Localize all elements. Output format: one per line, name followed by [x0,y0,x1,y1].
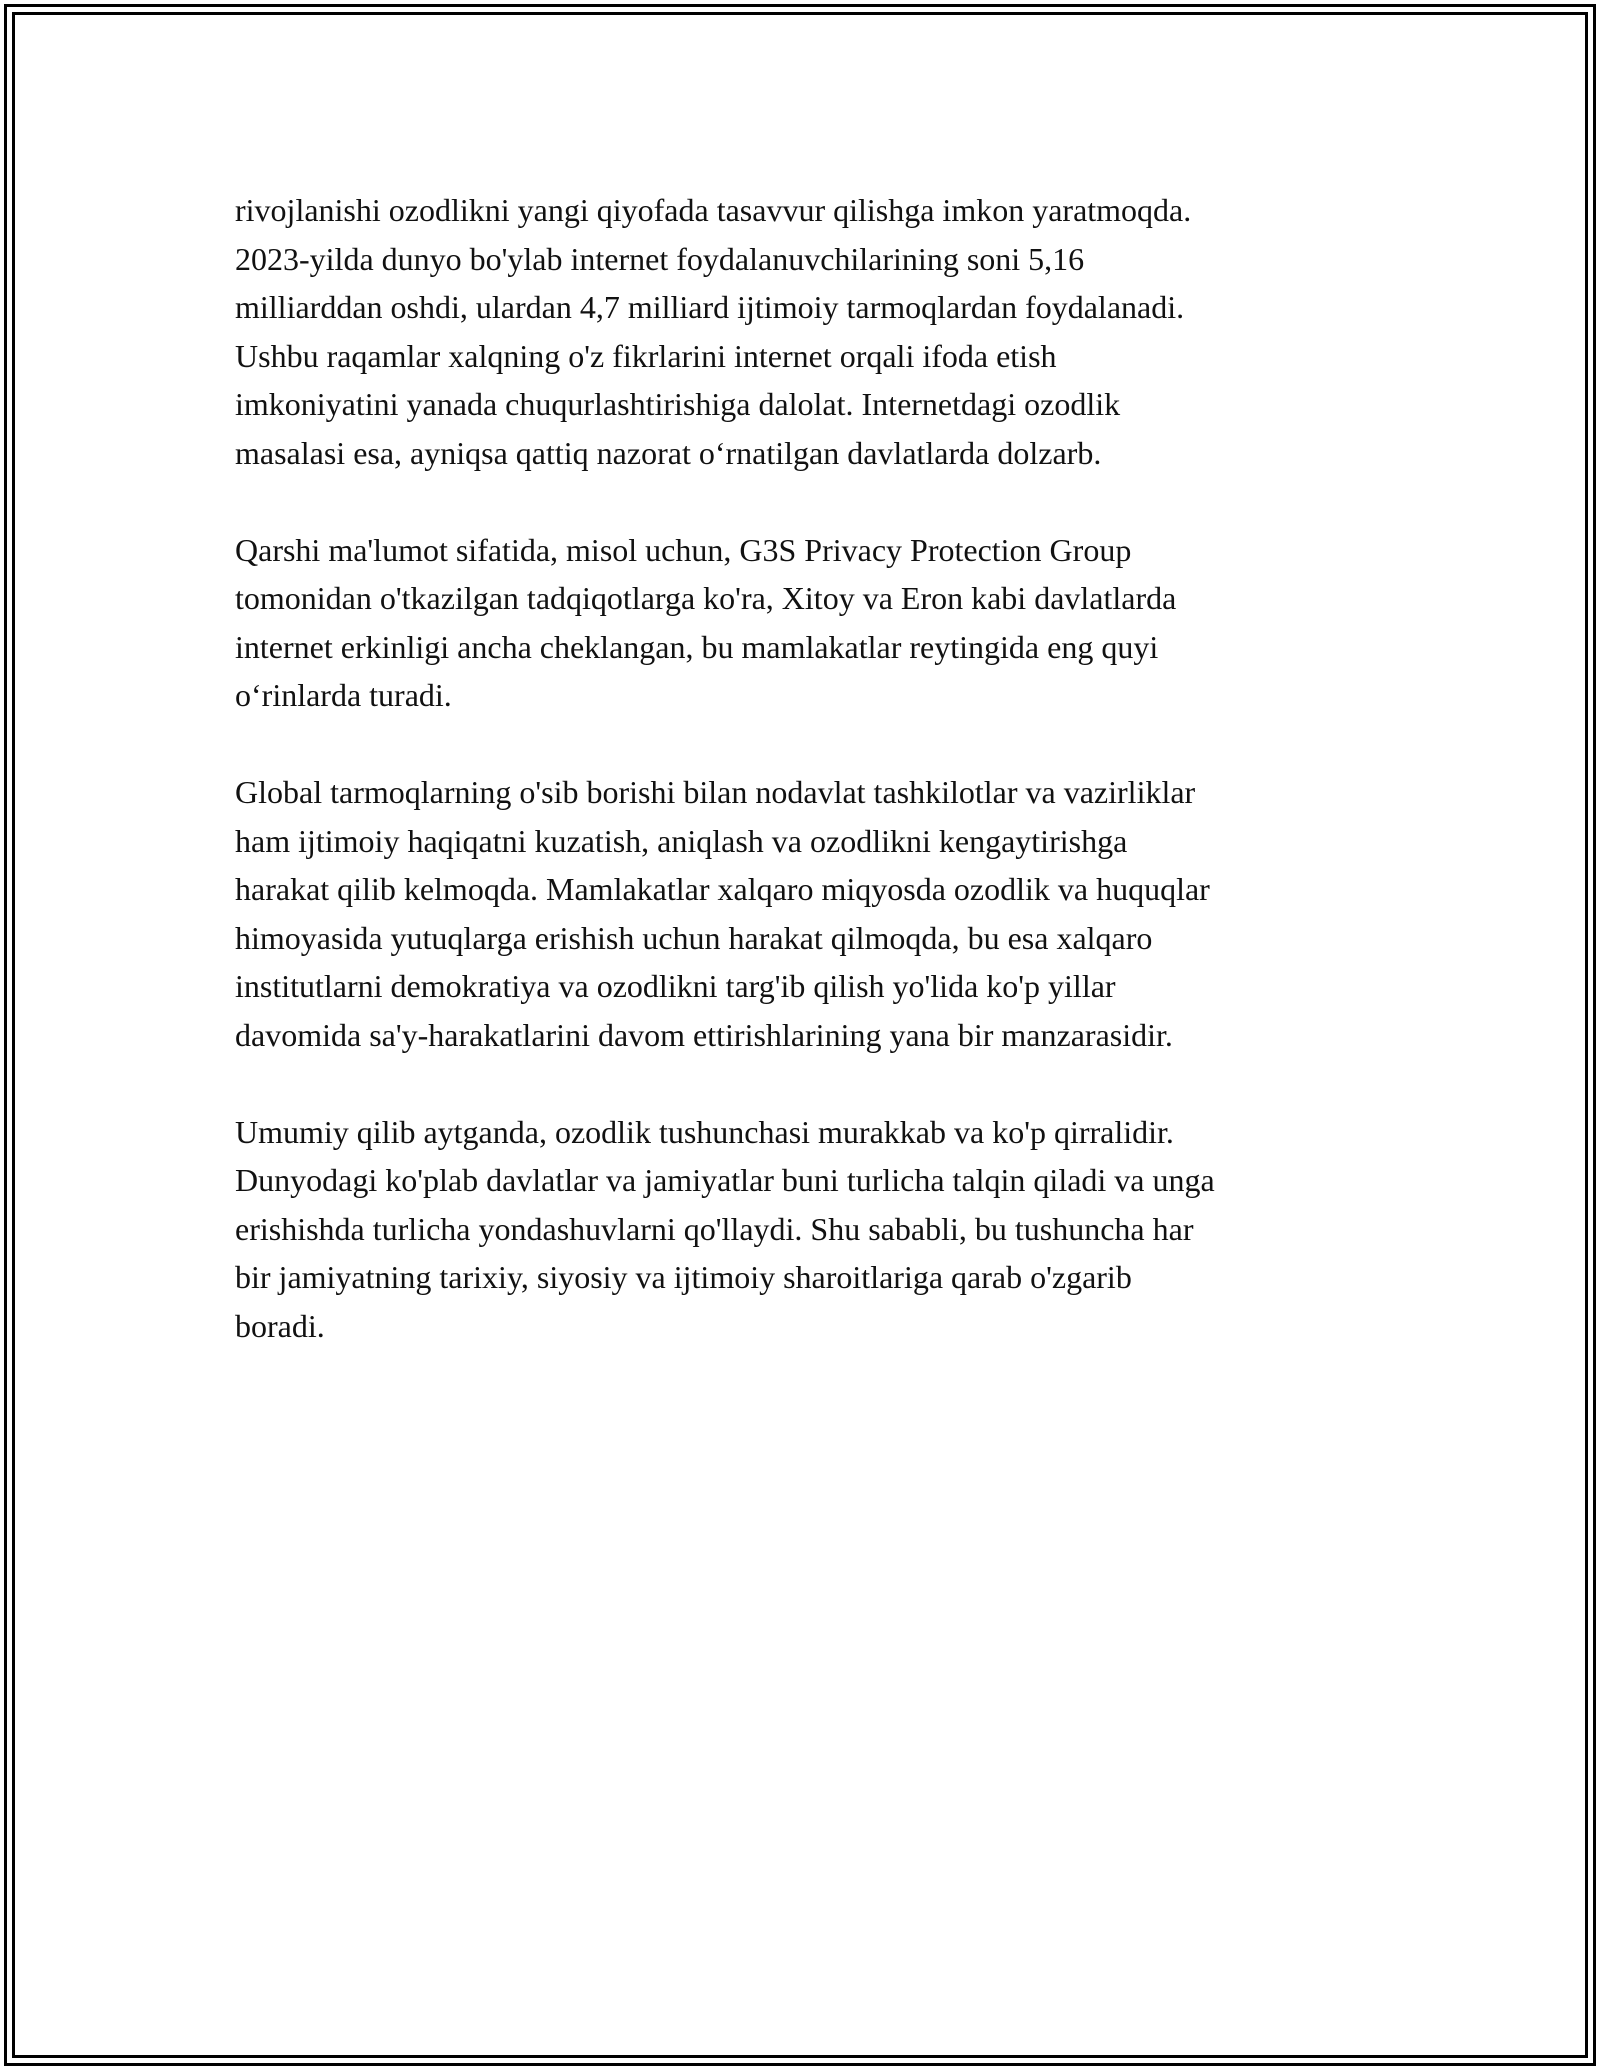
paragraph-global-networks [235,768,1375,1059]
text-line: 2023-yilda dunyo bo'ylab internet foydalanuvchilarining soni 5,16 [235,240,1085,277]
text-line: bir jamiyatning tarixiy, siyosiy va ijtimoiy sharoitlariga qarab o'zgarib [235,1259,1132,1295]
text-line: rivojlanishi ozodlikni yangi qiyofada tasavvur qilishga imkon yaratmoqda. [235,192,1192,228]
paragraph-counter-information [235,526,1375,720]
text-line: tomonidan o'tkazilgan tadqiqotlarga ko'ra, Xitoy va Eron kabi davlatlarda [235,580,1177,616]
text-line: masalasi esa, ayniqsa qattiq nazorat o‘rnatilgan davlatlarda dolzarb. [235,434,1102,471]
text-line: erishishda turlicha yondashuvlarni qo'llaydi. Shu sababli, bu tushuncha har [235,1210,1194,1247]
text-line: Ushbu raqamlar xalqning o'z fikrlarini internet orqali ifoda etish [235,337,1057,374]
document-body [235,186,1375,1399]
text-line: imkoniyatini yanada chuqurlashtirishiga dalolat. Internetdagi ozodlik [235,386,1121,422]
text-line: Dunyodagi ko'plab davlatlar va jamiyatlar buni turlicha talqin qiladi va unga [235,1162,1215,1198]
text-line: himoyasida yutuqlarga erishish uchun harakat qilmoqda, bu esa xalqaro [235,919,1153,956]
text-line: harakat qilib kelmoqda. Mamlakatlar xalqaro miqyosda ozodlik va huquqlar [235,871,1210,907]
paragraph-conclusion [235,1108,1375,1351]
text-line: boradi. [235,1307,325,1344]
paragraph-internet-freedom [235,186,1375,477]
text-line: internet erkinligi ancha cheklangan, bu mamlakatlar reytingida eng quyi [235,628,1159,665]
text-line: Global tarmoqlarning o'sib borishi bilan nodavlat tashkilotlar va vazirliklar [235,774,1196,810]
text-line: o‘rinlarda turadi. [235,677,452,713]
text-line: ham ijtimoiy haqiqatni kuzatish, aniqlash va ozodlikni kengaytirishga [235,822,1128,859]
text-line: Umumiy qilib aytganda, ozodlik tushunchasi murakkab va ko'p qirralidir. [235,1113,1174,1150]
text-line: milliarddan oshdi, ulardan 4,7 milliard ijtimoiy tarmoqlardan foydalanadi. [235,289,1185,325]
text-line: institutlarni demokratiya va ozodlikni targ'ib qilish yo'lida ko'p yillar [235,968,1116,1004]
text-line: Qarshi ma'lumot sifatida, misol uchun, G3S Privacy Protection Group [235,531,1132,568]
text-line: davomida sa'y-harakatlarini davom ettirishlarining yana bir manzarasidir. [235,1016,1173,1053]
